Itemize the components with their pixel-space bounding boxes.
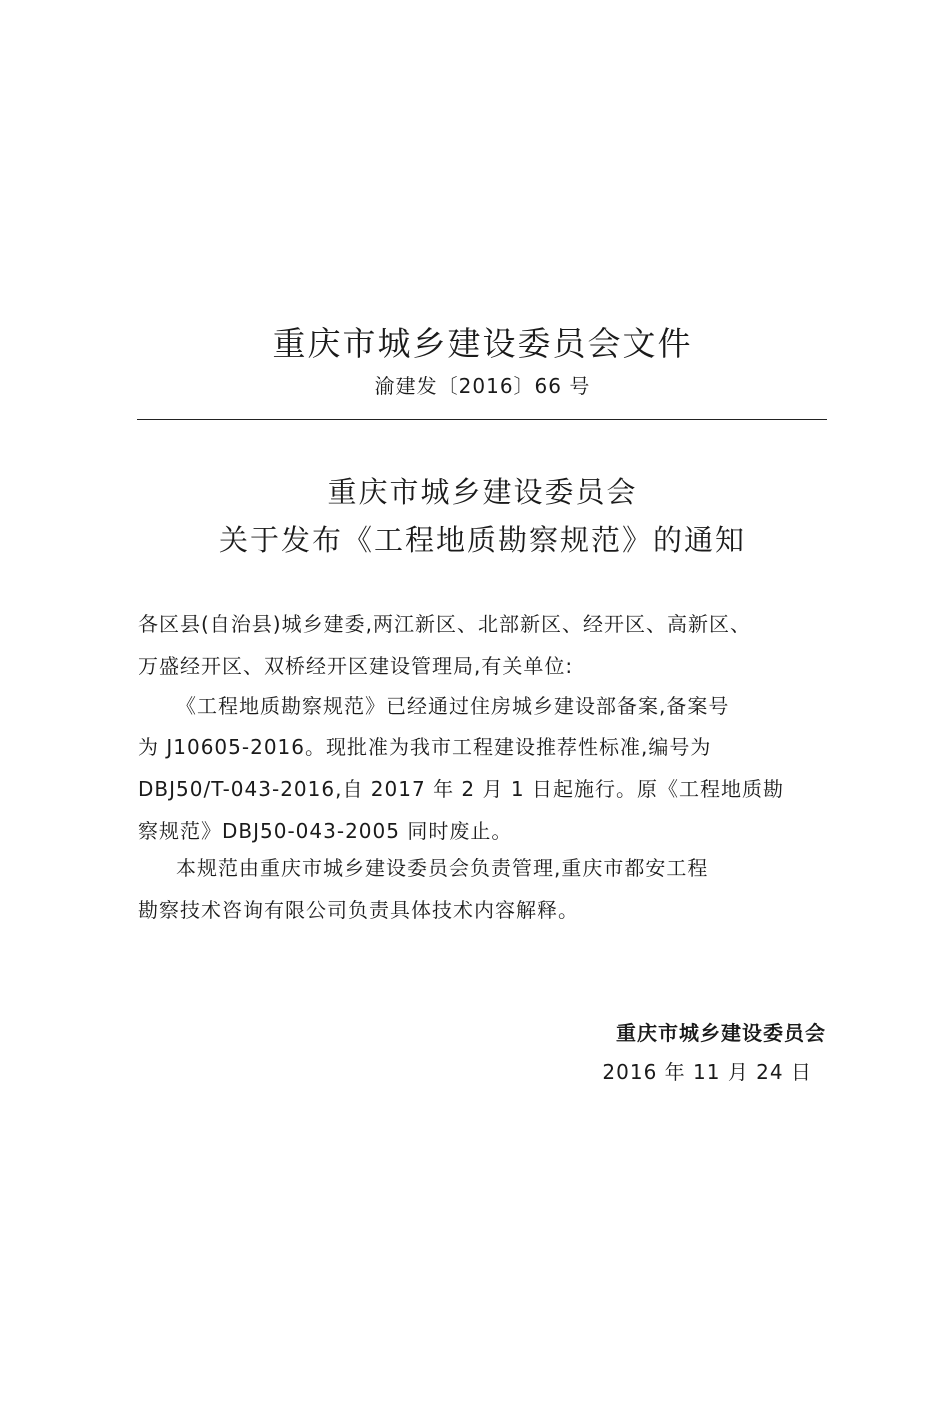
body-line: DBJ50/T-043-2016,自 2017 年 2 月 1 日起施行。原《工程地质勘 [138, 777, 784, 801]
body-line: 各区县(自治县)城乡建委,两江新区、北部新区、经开区、高新区、 [138, 612, 751, 636]
signature-org: 重庆市城乡建设委员会 [616, 1021, 826, 1045]
document-number: 渝建发〔2016〕66 号 [374, 374, 591, 398]
issuer-heading: 重庆市城乡建设委员会文件 [272, 324, 693, 363]
signature-date: 2016 年 11 月 24 日 [602, 1060, 812, 1084]
body-line: 勘察技术咨询有限公司负责具体技术内容解释。 [138, 898, 579, 922]
body-line: 察规范》DBJ50-043-2005 同时废止。 [138, 819, 513, 843]
body-line: 《工程地质勘察规范》已经通过住房城乡建设部备案,备案号 [176, 694, 730, 718]
header-divider [137, 419, 827, 420]
body-line: 本规范由重庆市城乡建设委员会负责管理,重庆市都安工程 [176, 856, 709, 880]
body-line: 为 J10605-2016。现批准为我市工程建设推荐性标准,编号为 [138, 735, 712, 759]
body-line: 万盛经开区、双桥经开区建设管理局,有关单位: [138, 654, 574, 678]
notice-title-line1: 重庆市城乡建设委员会 [327, 475, 638, 509]
notice-title-line2: 关于发布《工程地质勘察规范》的通知 [218, 523, 746, 557]
